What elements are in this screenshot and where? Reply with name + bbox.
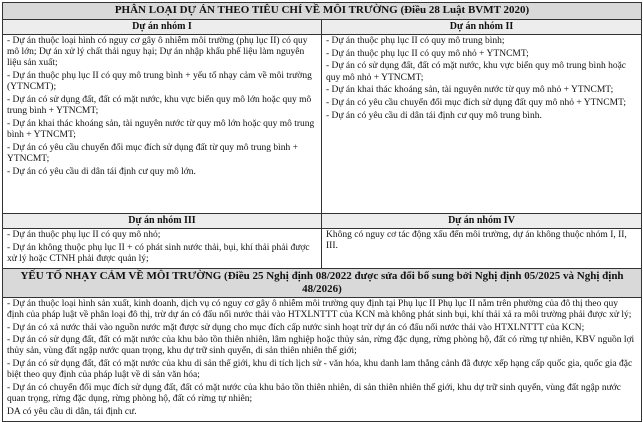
group-i-ii-heading-row: [3, 20, 642, 35]
sensitive-factors-heading-row: [3, 268, 642, 297]
sensitive-factors-content: [3, 297, 642, 421]
group-ii-content: [322, 35, 642, 214]
list-item: Không có nguy cơ tác động xấu đến môi trường, dự án không thuộc nhóm I, II, III.: [326, 230, 627, 252]
group-iii-iv-heading-row: [3, 214, 642, 229]
group-i-ii-content-row: [3, 35, 642, 214]
group-i-heading: Dự án nhóm I: [3, 20, 322, 35]
list-item: - Dự án khai thác khoáng sản, tài nguyên nước từ quy mô nhỏ + YTNCMT;: [326, 85, 614, 96]
group-i-content: [3, 35, 322, 214]
list-item: - Dự án khai thác khoáng sản, tài nguyên nước từ quy mô lớn hoặc quy mô trung bình + YTNCMT;: [7, 118, 315, 141]
list-item: - Dự án có yêu cầu di dân tái định cư quy mô lớn.: [7, 166, 196, 177]
classification-table-sheet: [2, 2, 641, 418]
sensitive-factors-content-row: [3, 297, 642, 421]
list-item: - Dự án có yêu cầu chuyển đổi mục đích sử dụng đất từ quy mô trung bình + YTNCMT;: [7, 142, 298, 165]
title-row: [3, 3, 642, 20]
list-item: - Dự án thuộc phụ lục II có quy mô trung bình;: [326, 36, 505, 46]
group-ii-heading: Dự án nhóm II: [322, 20, 642, 35]
list-item: - Dự án thuộc phụ lục II có quy mô nhỏ + YTNCMT;: [326, 48, 529, 59]
group-iii-content: [3, 229, 322, 269]
list-item: - Dự án thuộc loại hình sản xuất, kinh doanh, dịch vụ có nguy cơ gây ô nhiễm môi trường quy định tại Phụ lục II Phụ lục II nằm trên phường của đô thị theo quy định của pháp luật về phân loại đô thị, trừ dự án có đấu nối nước thải vào HTXLNTTT của KCN mà không phát sinh bụi, khí thải xả ra môi trường phải được xử lý;: [7, 298, 632, 320]
group-iv-content: [322, 229, 642, 269]
list-item: - Dự án thuộc phụ lục II có quy mô trung bình + yếu tố nhạy cảm về môi trường (YTNCMT);: [7, 71, 312, 93]
list-item: - Dự án thuộc phụ lục II có quy mô nhỏ;: [7, 230, 161, 240]
list-item: - Dự án thuộc loại hình có nguy cơ gây ô nhiễm môi trường (phụ lục II) có quy mô lớn; Dự án xử lý chất thải nguy hại; Dự án nhập khẩu phế liệu làm nguyên liệu sản xuất;: [7, 36, 308, 69]
sensitive-factors-heading: YẾU TỐ NHẠY CẢM VỀ MÔI TRƯỜNG (Điều 25 Nghị định 08/2022 được sửa đổi bổ sung bởi Nghị định 05/2025 và Nghị định 48/2026): [3, 268, 642, 297]
table-title: PHÂN LOẠI DỰ ÁN THEO TIÊU CHÍ VỀ MÔI TRƯỜNG (Điều 28 Luật BVMT 2020): [3, 3, 642, 20]
list-item: - Dự án có xả nước thải vào nguồn nước mặt được sử dụng cho mục đích cấp nước sinh hoạt trừ dự án có đấu nối nước thải vào HTXLNTTT của KCN;: [7, 322, 585, 333]
list-item: - Dự án có sử dụng đất, đất có mặt nước, khu vực biển quy mô lớn hoặc quy mô trung bình + YTNCMT;: [7, 95, 312, 117]
group-iii-heading: Dự án nhóm III: [3, 214, 322, 229]
list-item: - Dự án có yêu cầu di dân tái định cư quy mô trung bình.: [326, 110, 542, 121]
list-item: - Dự án có chuyển đổi mục đích sử dụng đất, đất có mặt nước của khu bảo tồn thiên nhiên, di sản thiên nhiên thế giới, khu dự trữ sinh quyển, vùng đất ngập nước quan trọng, rừng đặc dụng, rừng phòng hộ, đất có rừng tự nhiên;: [7, 383, 621, 405]
classification-table: [2, 2, 642, 422]
list-item: - Dự án không thuộc phụ lục II + có phát sinh nước thải, bụi, khí thải phải được xử lý hoặc CTNH phải được quản lý;: [7, 242, 310, 264]
list-item: - Dự án có sử dụng đất, đất có mặt nước, khu vực biển quy mô trung bình hoặc quy mô nhỏ + YTNCMT;: [326, 61, 627, 83]
list-item: - Dự án có yêu cầu chuyển đổi mục đích sử dụng đất quy mô nhỏ + YTNCMT;: [326, 98, 626, 109]
list-item: DA có yêu cầu di dân, tái định cư.: [7, 406, 137, 417]
group-iv-heading: Dự án nhóm IV: [322, 214, 642, 229]
list-item: - Dự án có sử dụng đất, đất có mặt nước của khu bảo tồn thiên nhiên, lâm nghiệp hoặc thủy sản, rừng đặc dụng, rừng phòng hộ, đất có rừng tự nhiên, KBV nguồn lợi thủy sản, vùng đất ngập nước quan trọng, khu dự trữ sinh quyển, di sản thiên nhiên thế giới;: [7, 335, 635, 357]
group-iii-iv-content-row: [3, 229, 642, 269]
list-item: - Dự án có sử dụng đất, đất có mặt nước của khu di sản thế giới, khu di tích lịch sử - văn hóa, khu danh lam thắng cảnh đã được xếp hạng cấp quốc gia, quốc gia đặc biệt theo quy định của pháp luật về di sản văn hóa;: [7, 359, 633, 381]
